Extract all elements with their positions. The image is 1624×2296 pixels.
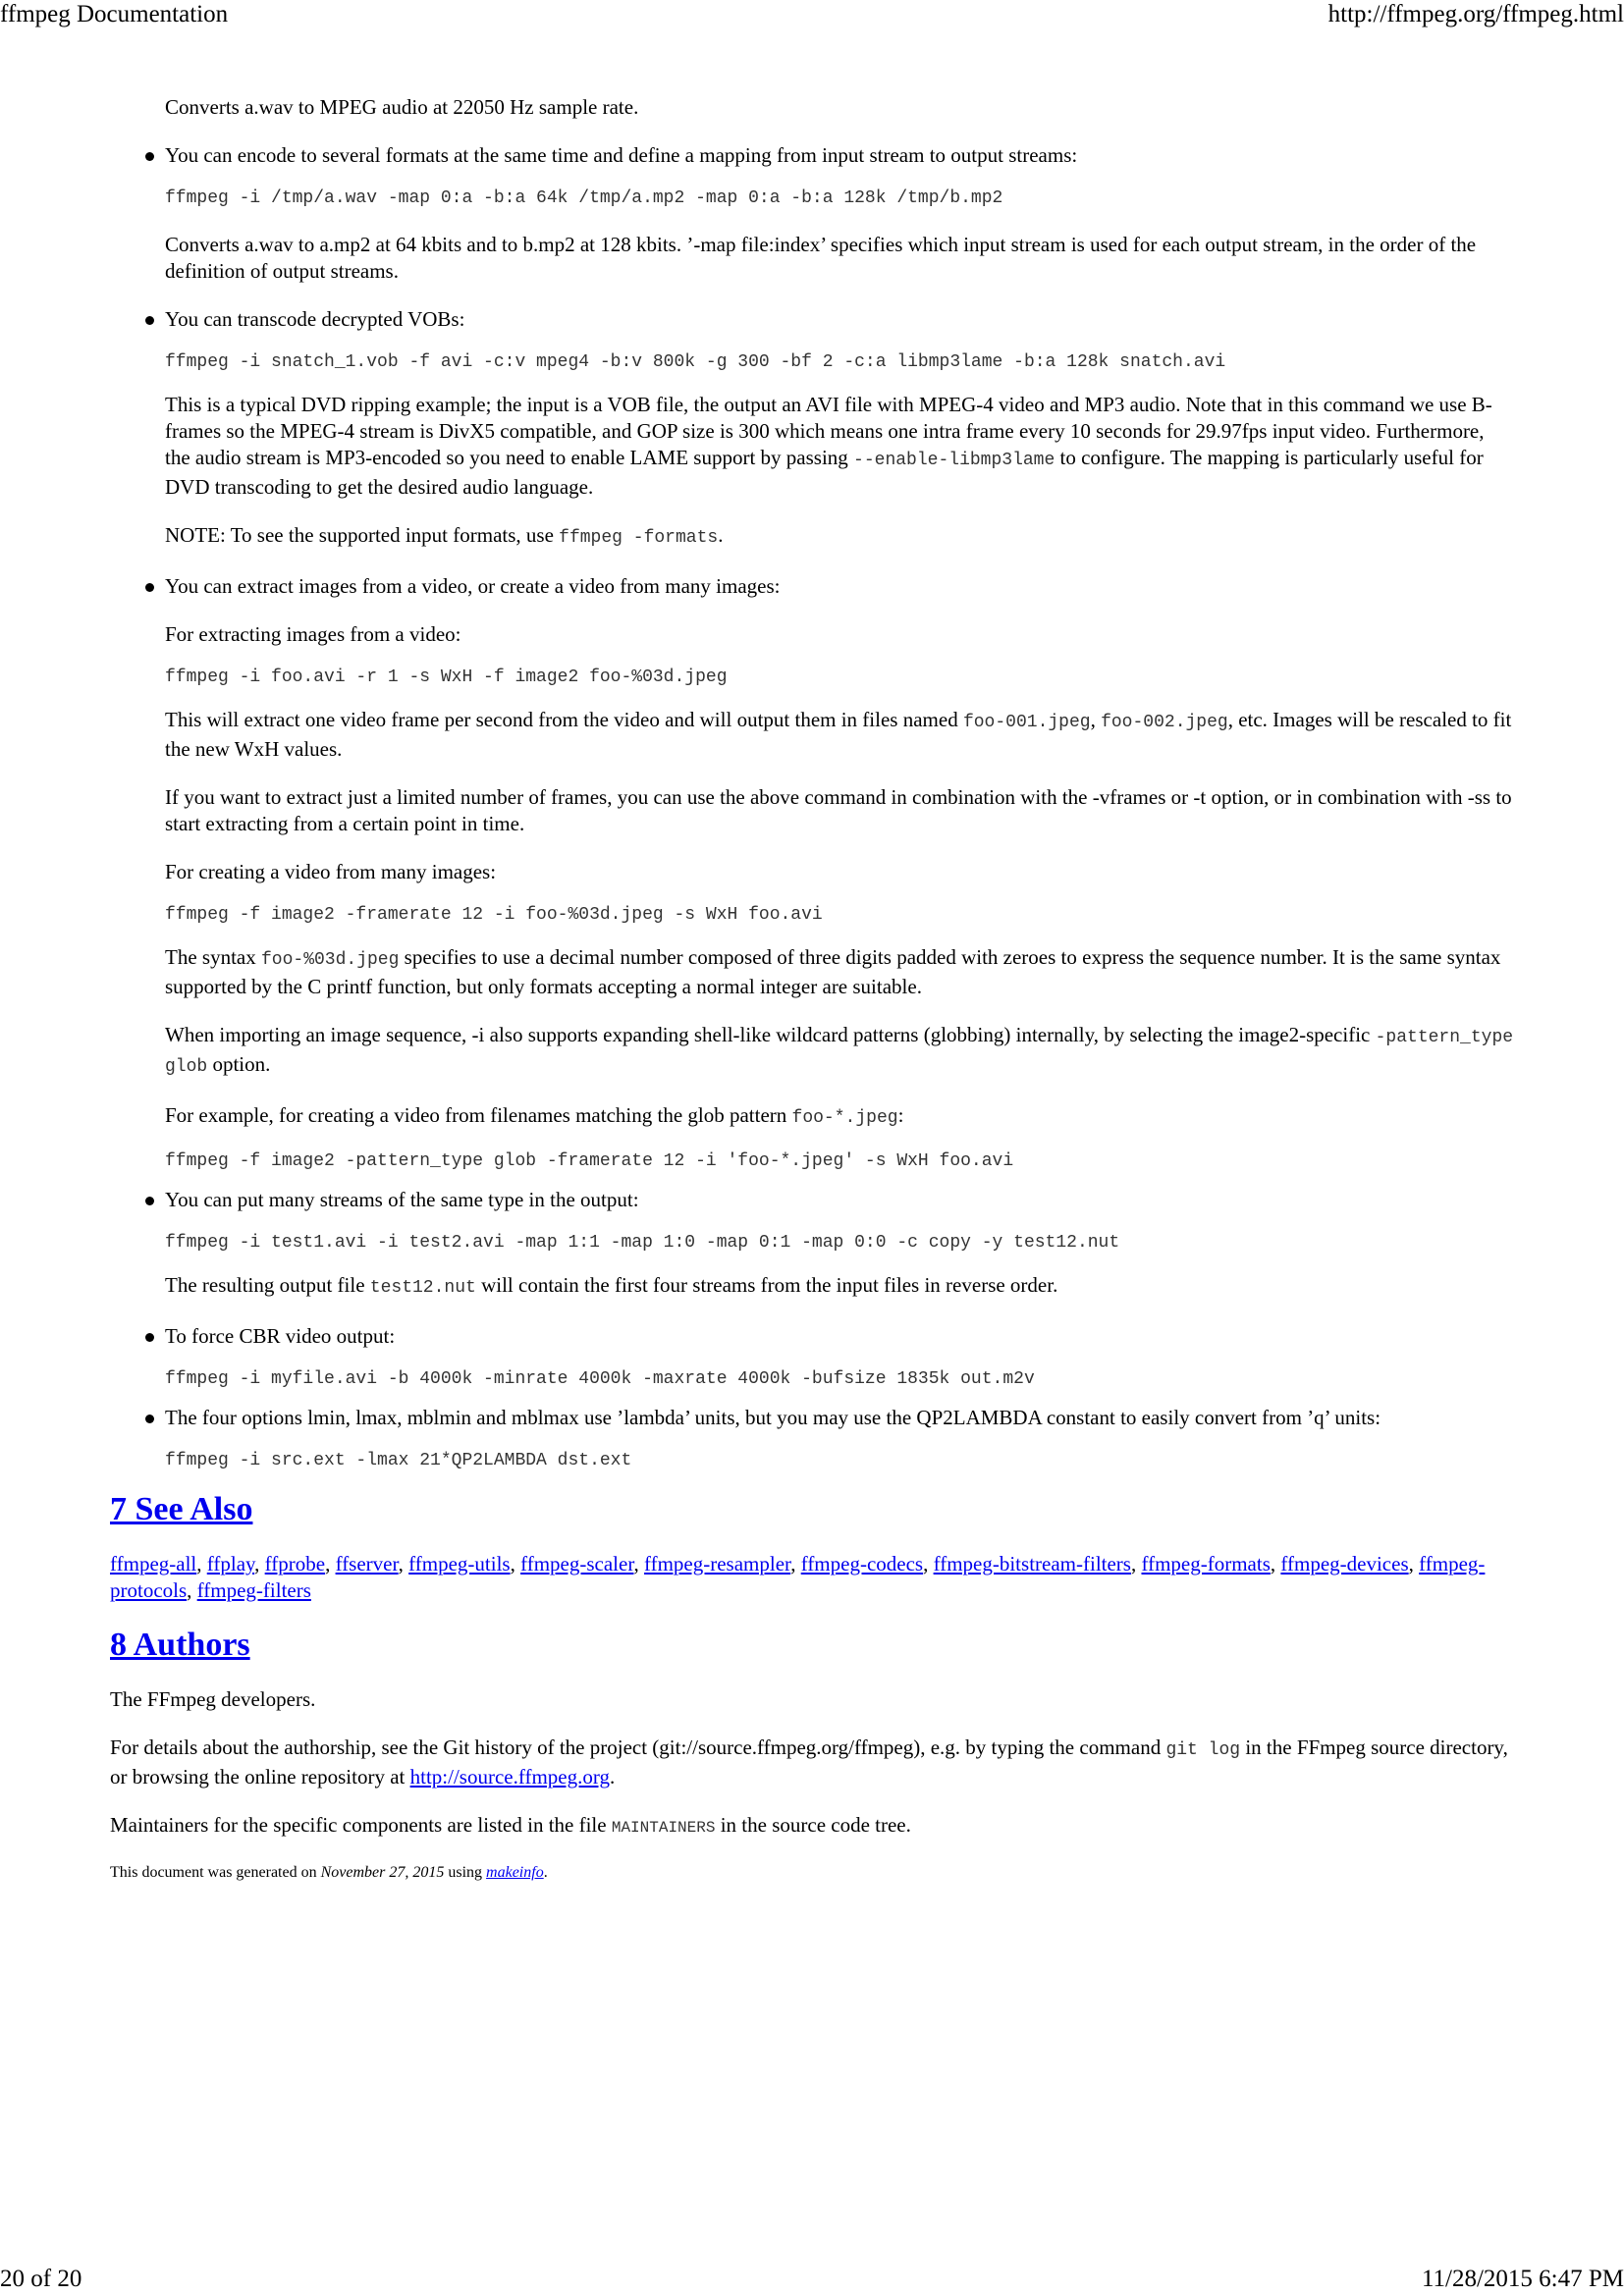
link-separator: , (1408, 1552, 1420, 1575)
see-also-links (110, 1551, 1514, 1604)
see-also-link-ffplay[interactable]: ffplay (206, 1552, 255, 1575)
see-also-link-ffmpeg-scaler[interactable]: ffmpeg-scaler (520, 1552, 634, 1575)
see-also-link-ffmpeg-filters[interactable]: ffmpeg-filters (196, 1578, 311, 1602)
makeinfo-link[interactable]: makeinfo (486, 1864, 544, 1881)
link-separator: , (923, 1552, 934, 1575)
list-item: You can transcode decrypted VOBs: (165, 306, 1514, 333)
paragraph: When importing an image sequence, -i also supports expanding shell-like wildcard patterns (globbing) internally, by selecting the image2-specific -pattern_type glob option. (165, 1023, 1514, 1077)
paragraph: The FFmpeg developers. (110, 1687, 316, 1711)
paragraph: This is a typical DVD ripping example; the input is a VOB file, the output an AVI file with MPEG-4 video and MP3 audio. Note that in this command we use B-frames so the MPEG-4 stream is DivX5 compatible, and GOP size is 300 which means one intra frame every 10 seconds for 29.97fps input video. Furthermore, the audio stream is MP3-encoded so you need to enable LAME support by passing --enable-libmp3lame to configure. The mapping is particularly useful for DVD transcoding to get the desired audio language. (165, 393, 1492, 499)
see-also-link-ffmpeg-utils[interactable]: ffmpeg-utils (408, 1552, 511, 1575)
see-also-link-ffmpeg-devices[interactable]: ffmpeg-devices (1280, 1552, 1409, 1575)
generated-note: This document was generated on November 27, 2015 using makeinfo. (110, 1864, 548, 1881)
code-block: ffmpeg -f image2 -framerate 12 -i foo-%03d.jpeg -s WxH foo.avi (165, 905, 823, 925)
link-separator: , (510, 1552, 521, 1575)
inline-code: foo-001.jpeg (962, 713, 1091, 732)
link-separator: , (398, 1552, 409, 1575)
code-block: ffmpeg -i myfile.avi -b 4000k -minrate 4000k -maxrate 4000k -bufsize 1835k out.m2v (165, 1369, 1035, 1389)
paragraph: This will extract one video frame per second from the video and will output them in files named foo-001.jpeg, foo-002.jpeg, etc. Images will be rescaled to fit the new WxH values. (165, 708, 1512, 761)
inline-code: foo-*.jpeg (791, 1108, 898, 1128)
paragraph: If you want to extract just a limited number of frames, you can use the above command in combination with the -vframes or -t option, or in combination with -ss to start extracting from a certain point in time. (165, 785, 1512, 835)
section-heading-authors (110, 1626, 1514, 1665)
see-also-heading-link[interactable]: 7 See Also (110, 1491, 253, 1527)
code-block: ffmpeg -i snatch_1.vob -f avi -c:v mpeg4 -b:v 800k -g 300 -bf 2 -c:a libmp3lame -b:a 128k snatch.avi (165, 352, 1226, 372)
authors-heading-link[interactable]: 8 Authors (110, 1627, 250, 1663)
list-item: You can encode to several formats at the same time and define a mapping from input stream to output streams: (165, 142, 1514, 169)
link-separator: , (1270, 1552, 1281, 1575)
see-also-link-ffmpeg-codecs[interactable]: ffmpeg-codecs (800, 1552, 924, 1575)
code-block: ffmpeg -i test1.avi -i test2.avi -map 1:1 -map 1:0 -map 0:1 -map 0:0 -c copy -y test12.nut (165, 1233, 1120, 1253)
inline-code: foo-%03d.jpeg (260, 950, 400, 970)
code-block: ffmpeg -i src.ext -lmax 21*QP2LAMBDA dst.ext (165, 1451, 632, 1470)
see-also-link-ffmpeg-resampler[interactable]: ffmpeg-resampler (643, 1552, 791, 1575)
link-separator: , (790, 1552, 801, 1575)
link-separator: , (1130, 1552, 1142, 1575)
section-heading-see-also (110, 1490, 1514, 1529)
paragraph: For creating a video from many images: (165, 860, 497, 883)
inline-code: foo-002.jpeg (1101, 713, 1228, 732)
paragraph: For example, for creating a video from filenames matching the glob pattern foo-*.jpeg: (165, 1103, 904, 1128)
paragraph: Converts a.wav to MPEG audio at 22050 Hz sample rate. (165, 95, 639, 119)
document-body (110, 94, 1514, 1883)
see-also-link-ffmpeg-protocols[interactable]: ffmpeg-protocols (110, 1552, 1486, 1602)
paragraph: The resulting output file test12.nut will contain the first four streams from the input files in reverse order. (165, 1273, 1058, 1298)
print-footer-timestamp: 11/28/2015 6:47 PM (1421, 2266, 1624, 2292)
paragraph: Converts a.wav to a.mp2 at 64 kbits and to b.mp2 at 128 kbits. ’-map file:index’ specifies which input stream is used for each output stream, in the order of the definition of output streams. (165, 233, 1477, 283)
list-item: You can extract images from a video, or create a video from many images: (165, 573, 1514, 600)
print-header-title: ffmpeg Documentation (0, 1, 229, 27)
see-also-link-ffmpeg-bitstream-filters[interactable]: ffmpeg-bitstream-filters (933, 1552, 1131, 1575)
paragraph: Maintainers for the specific components are listed in the file MAINTAINERS in the source code tree. (110, 1813, 911, 1837)
generated-date: November 27, 2015 (320, 1864, 445, 1881)
paragraph: The syntax foo-%03d.jpeg specifies to use a decimal number composed of three digits padded with zeroes to express the sequence number. It is the same syntax supported by the C printf function, but only formats accepting a normal integer are suitable. (165, 945, 1501, 998)
repository-link[interactable]: http://source.ffmpeg.org (409, 1765, 610, 1789)
list-item: The four options lmin, lmax, mblmin and mblmax use ’lambda’ units, but you may use the QP2LAMBDA constant to easily convert from ’q’ units: (165, 1405, 1514, 1431)
list-item: You can put many streams of the same type in the output: (165, 1187, 1514, 1213)
inline-code: -pattern_type glob (165, 1028, 1514, 1077)
see-also-link-ffmpeg-all[interactable]: ffmpeg-all (110, 1552, 197, 1575)
inline-code: --enable-libmp3lame (853, 451, 1056, 470)
print-footer-page: 20 of 20 (0, 2266, 82, 2292)
see-also-link-ffserver[interactable]: ffserver (335, 1552, 399, 1575)
link-separator: , (325, 1552, 336, 1575)
link-separator: , (254, 1552, 265, 1575)
paragraph: NOTE: To see the supported input formats, use ffmpeg -formats. (165, 523, 724, 548)
link-separator: , (633, 1552, 644, 1575)
see-also-link-ffprobe[interactable]: ffprobe (264, 1552, 326, 1575)
inline-code: git log (1165, 1740, 1241, 1760)
code-block: ffmpeg -f image2 -pattern_type glob -framerate 12 -i 'foo-*.jpeg' -s WxH foo.avi (165, 1151, 1014, 1171)
code-block: ffmpeg -i foo.avi -r 1 -s WxH -f image2 foo-%03d.jpeg (165, 667, 728, 687)
link-separator: , (196, 1552, 207, 1575)
inline-code: ffmpeg -formats (559, 528, 719, 548)
paragraph: For details about the authorship, see the Git history of the project (git://source.ffmpeg.org/ffmpeg), e.g. by typing the command git log in the FFmpeg source directory, or browsing the online repository at http://source.ffmpeg.org. (110, 1735, 1508, 1789)
link-separator: , (187, 1578, 197, 1602)
paragraph: For extracting images from a video: (165, 622, 461, 646)
list-item: To force CBR video output: (165, 1323, 1514, 1350)
inline-code: test12.nut (369, 1278, 476, 1298)
inline-code: MAINTAINERS (611, 1819, 716, 1837)
see-also-link-ffmpeg-formats[interactable]: ffmpeg-formats (1141, 1552, 1271, 1575)
code-block: ffmpeg -i /tmp/a.wav -map 0:a -b:a 64k /tmp/a.mp2 -map 0:a -b:a 128k /tmp/b.mp2 (165, 188, 1003, 208)
print-header-url: http://ffmpeg.org/ffmpeg.html (1327, 1, 1624, 27)
